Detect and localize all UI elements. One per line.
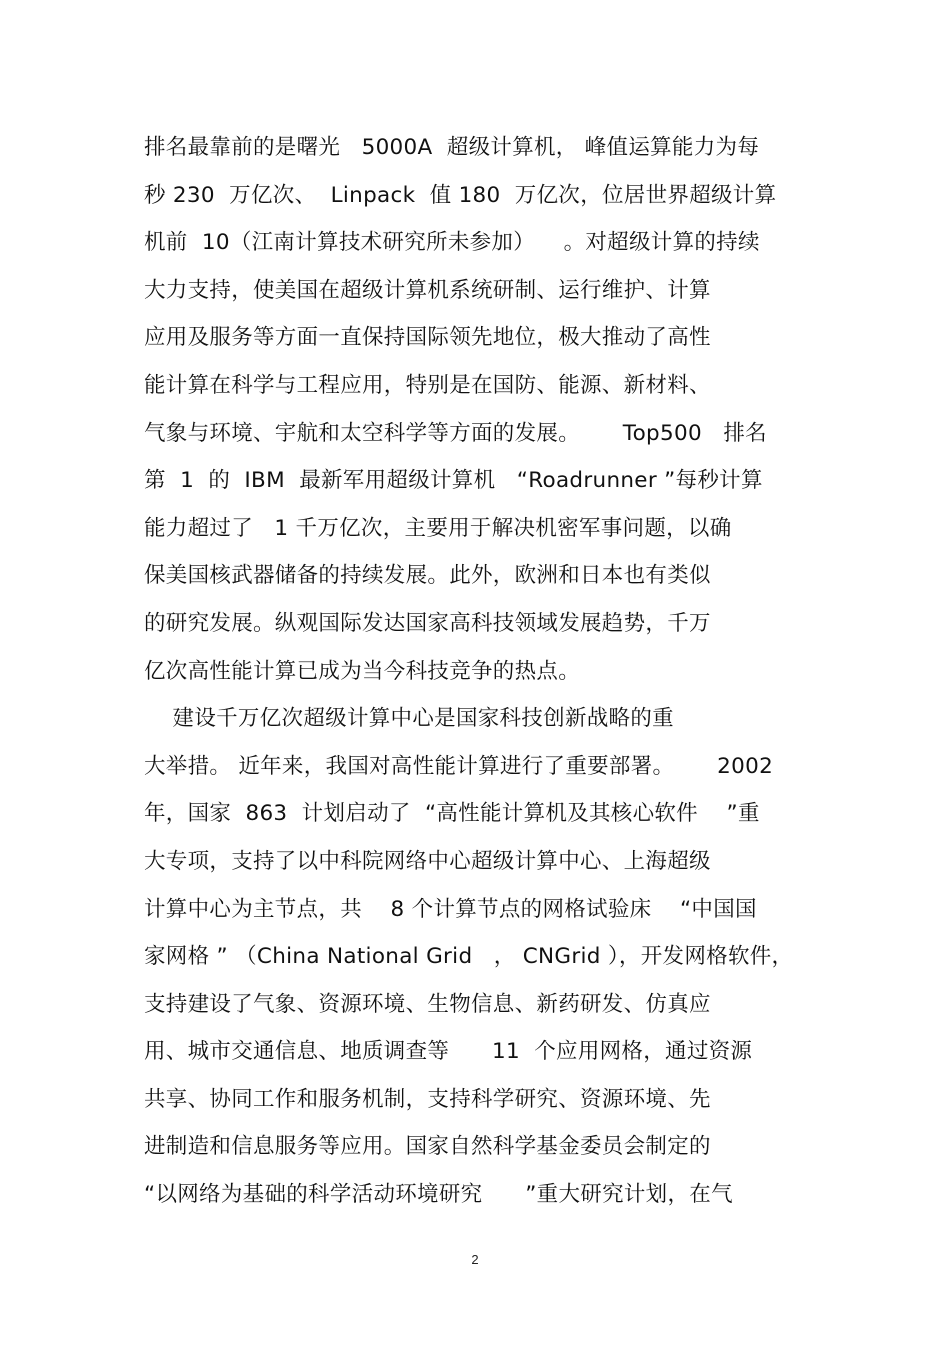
text-line: 建设千万亿次超级计算中心是国家科技创新战略的重 (144, 706, 674, 732)
text-line: 排名最靠前的是曙光 5000A 超级计算机， 峰值运算能力为每 (144, 135, 760, 160)
text-line: 保美国核武器储备的持续发展。此外，欧洲和日本也有类似 (144, 563, 711, 589)
text-line: 秒 230 万亿次、 Linpack 值 180 万亿次，位居世界超级计算 (144, 182, 777, 208)
text-line: 支持建设了气象、资源环境、生物信息、新药研发、仿真应 (144, 991, 711, 1017)
body-text (144, 128, 824, 1223)
text-line: 计算中心为主节点，共 8 个计算节点的网格试验床 “中国国 (144, 896, 757, 922)
text-line: 第 1 的 IBM 最新军用超级计算机 “Roadrunner ”每秒计算 (144, 468, 763, 494)
page-number: 2 (471, 1252, 479, 1267)
text-line: 共享、协同工作和服务机制，支持科学研究、资源环境、先 (144, 1086, 711, 1112)
text-line: 气象与环境、宇航和太空科学等方面的发展。 Top500 排名 (144, 420, 767, 446)
text-line: 大力支持，使美国在超级计算机系统研制、运行维护、计算 (144, 277, 711, 303)
text-line: 进制造和信息服务等应用。国家自然科学基金委员会制定的 (144, 1134, 711, 1160)
text-line: 家网格 ” （China National Grid ， CNGrid ），开发网格软件， (144, 944, 794, 970)
text-line: 大专项，支持了以中科院网络中心超级计算中心、上海超级 (144, 848, 711, 874)
text-line: 能力超过了 1 千万亿次，主要用于解决机密军事问题，以确 (144, 515, 732, 541)
text-line: 的研究发展。纵观国际发达国家高科技领域发展趋势，千万 (144, 610, 711, 636)
text-line: 年，国家 863 计划启动了 “高性能计算机及其核心软件 ”重 (144, 801, 760, 827)
text-line: 用、城市交通信息、地质调查等 11 个应用网格，通过资源 (144, 1039, 753, 1065)
text-line: 亿次高性能计算已成为当今科技竞争的热点。 (144, 658, 581, 684)
text-line: 能计算在科学与工程应用，特别是在国防、能源、新材料、 (144, 372, 711, 398)
text-line: “以网络为基础的科学活动环境研究 ”重大研究计划，在气 (144, 1182, 733, 1208)
text-line: 大举措。 近年来，我国对高性能计算进行了重要部署。 2002 (144, 753, 774, 779)
text-line: 机前 10（江南计算技术研究所未参加） 。对超级计算的持续 (144, 230, 760, 256)
text-line: 应用及服务等方面一直保持国际领先地位，极大推动了高性 (144, 325, 711, 351)
